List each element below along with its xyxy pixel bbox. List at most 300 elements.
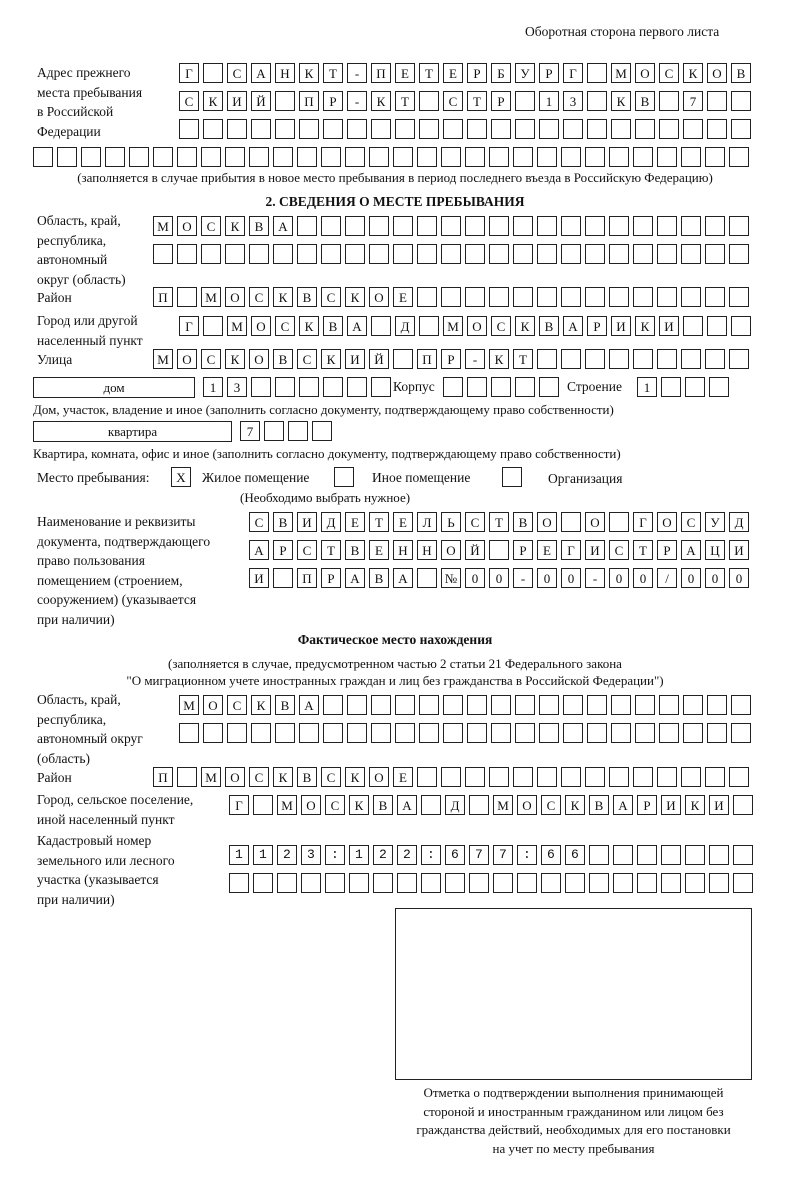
char-box[interactable]: [681, 244, 701, 264]
char-box[interactable]: [637, 845, 657, 865]
char-box[interactable]: 0: [609, 568, 629, 588]
char-box[interactable]: [659, 91, 679, 111]
char-box[interactable]: -: [465, 349, 485, 369]
char-box[interactable]: [441, 147, 461, 167]
char-box[interactable]: -: [347, 63, 367, 83]
char-box[interactable]: [635, 695, 655, 715]
char-box[interactable]: [733, 845, 753, 865]
char-box[interactable]: Р: [513, 540, 533, 560]
char-box[interactable]: А: [681, 540, 701, 560]
char-box[interactable]: В: [323, 316, 343, 336]
char-box[interactable]: У: [705, 512, 725, 532]
char-box[interactable]: С: [609, 540, 629, 560]
char-box[interactable]: Т: [323, 63, 343, 83]
char-box[interactable]: В: [589, 795, 609, 815]
char-box[interactable]: [609, 244, 629, 264]
char-box[interactable]: 0: [681, 568, 701, 588]
char-box[interactable]: [657, 244, 677, 264]
char-box[interactable]: К: [225, 349, 245, 369]
char-box[interactable]: [421, 873, 441, 893]
char-box[interactable]: [321, 244, 341, 264]
previous-address-row-1[interactable]: [179, 63, 755, 83]
char-box[interactable]: М: [611, 63, 631, 83]
char-box[interactable]: [345, 216, 365, 236]
char-box[interactable]: 0: [561, 568, 581, 588]
char-box[interactable]: [587, 119, 607, 139]
char-box[interactable]: [585, 287, 605, 307]
char-box[interactable]: О: [177, 216, 197, 236]
char-box[interactable]: [288, 421, 308, 441]
char-box[interactable]: [371, 723, 391, 743]
char-box[interactable]: [513, 244, 533, 264]
city-row[interactable]: [179, 316, 755, 336]
char-box[interactable]: [201, 147, 221, 167]
char-box[interactable]: С: [659, 63, 679, 83]
char-box[interactable]: [709, 873, 729, 893]
char-box[interactable]: [443, 119, 463, 139]
char-box[interactable]: [587, 63, 607, 83]
char-box[interactable]: Е: [393, 767, 413, 787]
char-box[interactable]: М: [153, 349, 173, 369]
char-box[interactable]: И: [611, 316, 631, 336]
char-box[interactable]: [345, 147, 365, 167]
char-box[interactable]: [441, 767, 461, 787]
char-box[interactable]: А: [345, 568, 365, 588]
char-box[interactable]: П: [417, 349, 437, 369]
char-box[interactable]: К: [273, 767, 293, 787]
house-type-field[interactable]: дом: [33, 377, 195, 398]
char-box[interactable]: [225, 244, 245, 264]
char-box[interactable]: К: [371, 91, 391, 111]
char-box[interactable]: П: [297, 568, 317, 588]
char-box[interactable]: С: [681, 512, 701, 532]
char-box[interactable]: Н: [275, 63, 295, 83]
char-box[interactable]: [299, 119, 319, 139]
char-box[interactable]: [685, 845, 705, 865]
char-box[interactable]: П: [153, 287, 173, 307]
char-box[interactable]: [229, 873, 249, 893]
previous-address-row-3[interactable]: [179, 119, 755, 139]
char-box[interactable]: [203, 316, 223, 336]
char-box[interactable]: [369, 216, 389, 236]
char-box[interactable]: В: [345, 540, 365, 560]
char-box[interactable]: [585, 216, 605, 236]
char-box[interactable]: [537, 767, 557, 787]
char-box[interactable]: [441, 244, 461, 264]
char-box[interactable]: [419, 723, 439, 743]
char-box[interactable]: А: [273, 216, 293, 236]
char-box[interactable]: [515, 377, 535, 397]
char-box[interactable]: [729, 767, 749, 787]
char-box[interactable]: [609, 147, 629, 167]
char-box[interactable]: Р: [467, 63, 487, 83]
char-box[interactable]: К: [225, 216, 245, 236]
char-box[interactable]: [705, 216, 725, 236]
char-box[interactable]: [705, 767, 725, 787]
building-row[interactable]: [637, 377, 733, 397]
char-box[interactable]: С: [201, 216, 221, 236]
char-box[interactable]: 0: [705, 568, 725, 588]
char-box[interactable]: [539, 377, 559, 397]
char-box[interactable]: [421, 795, 441, 815]
char-box[interactable]: [177, 767, 197, 787]
char-box[interactable]: [369, 147, 389, 167]
char-box[interactable]: Р: [491, 91, 511, 111]
char-box[interactable]: И: [297, 512, 317, 532]
char-box[interactable]: [707, 723, 727, 743]
char-box[interactable]: С: [491, 316, 511, 336]
char-box[interactable]: Т: [633, 540, 653, 560]
char-box[interactable]: [661, 377, 681, 397]
char-box[interactable]: [633, 767, 653, 787]
char-box[interactable]: [513, 287, 533, 307]
char-box[interactable]: [633, 244, 653, 264]
char-box[interactable]: О: [467, 316, 487, 336]
char-box[interactable]: [177, 244, 197, 264]
char-box[interactable]: О: [177, 349, 197, 369]
char-box[interactable]: [537, 287, 557, 307]
char-box[interactable]: С: [227, 695, 247, 715]
char-box[interactable]: [273, 147, 293, 167]
char-box[interactable]: [373, 873, 393, 893]
char-box[interactable]: А: [249, 540, 269, 560]
char-box[interactable]: [563, 723, 583, 743]
char-box[interactable]: [299, 377, 319, 397]
char-box[interactable]: [707, 119, 727, 139]
char-box[interactable]: [469, 795, 489, 815]
char-box[interactable]: Й: [369, 349, 389, 369]
char-box[interactable]: И: [227, 91, 247, 111]
char-box[interactable]: У: [515, 63, 535, 83]
char-box[interactable]: [371, 119, 391, 139]
char-box[interactable]: О: [249, 349, 269, 369]
char-box[interactable]: [657, 349, 677, 369]
char-box[interactable]: [443, 377, 463, 397]
char-box[interactable]: В: [373, 795, 393, 815]
char-box[interactable]: С: [321, 767, 341, 787]
char-box[interactable]: А: [347, 316, 367, 336]
char-box[interactable]: Д: [321, 512, 341, 532]
char-box[interactable]: [657, 147, 677, 167]
char-box[interactable]: 0: [465, 568, 485, 588]
house-number-row[interactable]: [203, 377, 395, 397]
char-box[interactable]: [325, 873, 345, 893]
char-box[interactable]: [277, 873, 297, 893]
document-row-1[interactable]: [249, 512, 753, 532]
char-box[interactable]: [57, 147, 77, 167]
char-box[interactable]: 7: [240, 421, 260, 441]
char-box[interactable]: М: [493, 795, 513, 815]
actual-region-row-1[interactable]: [179, 695, 755, 715]
actual-region-row-2[interactable]: [179, 723, 755, 743]
char-box[interactable]: [563, 119, 583, 139]
char-box[interactable]: [709, 377, 729, 397]
char-box[interactable]: [587, 723, 607, 743]
char-box[interactable]: Н: [417, 540, 437, 560]
char-box[interactable]: [705, 147, 725, 167]
char-box[interactable]: К: [349, 795, 369, 815]
char-box[interactable]: [253, 873, 273, 893]
char-box[interactable]: [153, 147, 173, 167]
char-box[interactable]: [419, 695, 439, 715]
char-box[interactable]: [469, 873, 489, 893]
char-box[interactable]: [637, 873, 657, 893]
char-box[interactable]: [515, 91, 535, 111]
char-box[interactable]: К: [345, 767, 365, 787]
char-box[interactable]: Й: [465, 540, 485, 560]
char-box[interactable]: Е: [369, 540, 389, 560]
char-box[interactable]: [417, 767, 437, 787]
char-box[interactable]: Р: [441, 349, 461, 369]
char-box[interactable]: [371, 377, 391, 397]
char-box[interactable]: [275, 377, 295, 397]
char-box[interactable]: [613, 845, 633, 865]
char-box[interactable]: [347, 695, 367, 715]
char-box[interactable]: [683, 119, 703, 139]
char-box[interactable]: [681, 147, 701, 167]
char-box[interactable]: Т: [467, 91, 487, 111]
char-box[interactable]: О: [441, 540, 461, 560]
char-box[interactable]: [417, 568, 437, 588]
char-box[interactable]: [297, 216, 317, 236]
char-box[interactable]: Т: [369, 512, 389, 532]
char-box[interactable]: [397, 873, 417, 893]
char-box[interactable]: [489, 216, 509, 236]
char-box[interactable]: [417, 244, 437, 264]
char-box[interactable]: [561, 349, 581, 369]
cadastral-row-2[interactable]: [229, 873, 757, 893]
char-box[interactable]: Т: [321, 540, 341, 560]
char-box[interactable]: [537, 147, 557, 167]
char-box[interactable]: И: [585, 540, 605, 560]
char-box[interactable]: [347, 723, 367, 743]
char-box[interactable]: [563, 695, 583, 715]
char-box[interactable]: О: [517, 795, 537, 815]
char-box[interactable]: [541, 873, 561, 893]
char-box[interactable]: [709, 845, 729, 865]
char-box[interactable]: [297, 244, 317, 264]
char-box[interactable]: С: [201, 349, 221, 369]
char-box[interactable]: [731, 695, 751, 715]
char-box[interactable]: [585, 244, 605, 264]
char-box[interactable]: [561, 512, 581, 532]
char-box[interactable]: [273, 244, 293, 264]
char-box[interactable]: [513, 147, 533, 167]
char-box[interactable]: [633, 147, 653, 167]
char-box[interactable]: [275, 723, 295, 743]
char-box[interactable]: [731, 723, 751, 743]
char-box[interactable]: К: [203, 91, 223, 111]
char-box[interactable]: [561, 244, 581, 264]
char-box[interactable]: [609, 216, 629, 236]
char-box[interactable]: [683, 723, 703, 743]
char-box[interactable]: [227, 723, 247, 743]
char-box[interactable]: И: [345, 349, 365, 369]
char-box[interactable]: Т: [419, 63, 439, 83]
char-box[interactable]: [707, 91, 727, 111]
char-box[interactable]: [587, 91, 607, 111]
char-box[interactable]: [203, 723, 223, 743]
char-box[interactable]: [705, 349, 725, 369]
char-box[interactable]: Г: [229, 795, 249, 815]
char-box[interactable]: О: [585, 512, 605, 532]
char-box[interactable]: -: [585, 568, 605, 588]
char-box[interactable]: [393, 349, 413, 369]
char-box[interactable]: [489, 767, 509, 787]
char-box[interactable]: В: [513, 512, 533, 532]
char-box[interactable]: Т: [513, 349, 533, 369]
street-row[interactable]: [153, 349, 753, 369]
char-box[interactable]: Д: [395, 316, 415, 336]
document-row-2[interactable]: [249, 540, 753, 560]
char-box[interactable]: [561, 216, 581, 236]
char-box[interactable]: 3: [227, 377, 247, 397]
char-box[interactable]: [251, 119, 271, 139]
char-box[interactable]: [561, 767, 581, 787]
char-box[interactable]: К: [273, 287, 293, 307]
char-box[interactable]: [609, 287, 629, 307]
char-box[interactable]: [609, 349, 629, 369]
char-box[interactable]: [657, 216, 677, 236]
char-box[interactable]: [371, 695, 391, 715]
char-box[interactable]: [537, 216, 557, 236]
char-box[interactable]: [705, 244, 725, 264]
char-box[interactable]: [395, 119, 415, 139]
char-box[interactable]: [443, 723, 463, 743]
char-box[interactable]: [585, 349, 605, 369]
char-box[interactable]: [633, 216, 653, 236]
document-row-3[interactable]: [249, 568, 753, 588]
char-box[interactable]: К: [321, 349, 341, 369]
char-box[interactable]: [489, 147, 509, 167]
char-box[interactable]: 1: [203, 377, 223, 397]
char-box[interactable]: [323, 723, 343, 743]
char-box[interactable]: [561, 287, 581, 307]
char-box[interactable]: [707, 316, 727, 336]
char-box[interactable]: [251, 377, 271, 397]
char-box[interactable]: В: [539, 316, 559, 336]
char-box[interactable]: Б: [491, 63, 511, 83]
char-box[interactable]: [419, 316, 439, 336]
char-box[interactable]: К: [489, 349, 509, 369]
char-box[interactable]: В: [297, 767, 317, 787]
char-box[interactable]: [633, 287, 653, 307]
char-box[interactable]: [659, 723, 679, 743]
char-box[interactable]: [465, 287, 485, 307]
char-box[interactable]: -: [513, 568, 533, 588]
char-box[interactable]: [681, 349, 701, 369]
char-box[interactable]: П: [371, 63, 391, 83]
char-box[interactable]: [419, 119, 439, 139]
char-box[interactable]: [611, 723, 631, 743]
char-box[interactable]: [467, 723, 487, 743]
char-box[interactable]: А: [299, 695, 319, 715]
char-box[interactable]: [731, 316, 751, 336]
char-box[interactable]: К: [683, 63, 703, 83]
char-box[interactable]: [369, 244, 389, 264]
char-box[interactable]: Д: [729, 512, 749, 532]
char-box[interactable]: К: [299, 316, 319, 336]
char-box[interactable]: [681, 767, 701, 787]
char-box[interactable]: №: [441, 568, 461, 588]
char-box[interactable]: 7: [683, 91, 703, 111]
char-box[interactable]: [683, 695, 703, 715]
char-box[interactable]: А: [613, 795, 633, 815]
char-box[interactable]: [275, 119, 295, 139]
char-box[interactable]: Е: [345, 512, 365, 532]
char-box[interactable]: С: [325, 795, 345, 815]
char-box[interactable]: [33, 147, 53, 167]
char-box[interactable]: С: [541, 795, 561, 815]
char-box[interactable]: [489, 244, 509, 264]
char-box[interactable]: Р: [657, 540, 677, 560]
char-box[interactable]: [177, 287, 197, 307]
char-box[interactable]: М: [153, 216, 173, 236]
char-box[interactable]: [417, 287, 437, 307]
char-box[interactable]: [611, 695, 631, 715]
char-box[interactable]: В: [249, 216, 269, 236]
district-row[interactable]: [153, 287, 753, 307]
char-box[interactable]: [467, 377, 487, 397]
char-box[interactable]: [349, 873, 369, 893]
char-box[interactable]: [393, 244, 413, 264]
char-box[interactable]: И: [249, 568, 269, 588]
char-box[interactable]: О: [301, 795, 321, 815]
char-box[interactable]: 1: [539, 91, 559, 111]
char-box[interactable]: Р: [637, 795, 657, 815]
char-box[interactable]: [513, 216, 533, 236]
char-box[interactable]: [729, 287, 749, 307]
char-box[interactable]: Г: [563, 63, 583, 83]
char-box[interactable]: [179, 723, 199, 743]
char-box[interactable]: К: [299, 63, 319, 83]
char-box[interactable]: [371, 316, 391, 336]
char-box[interactable]: [395, 723, 415, 743]
char-box[interactable]: [445, 873, 465, 893]
char-box[interactable]: С: [179, 91, 199, 111]
char-box[interactable]: [443, 695, 463, 715]
char-box[interactable]: К: [345, 287, 365, 307]
char-box[interactable]: О: [225, 767, 245, 787]
char-box[interactable]: [297, 147, 317, 167]
char-box[interactable]: Л: [417, 512, 437, 532]
char-box[interactable]: [681, 287, 701, 307]
char-box[interactable]: В: [275, 695, 295, 715]
char-box[interactable]: О: [369, 287, 389, 307]
char-box[interactable]: О: [537, 512, 557, 532]
char-box[interactable]: И: [659, 316, 679, 336]
char-box[interactable]: [657, 287, 677, 307]
char-box[interactable]: /: [657, 568, 677, 588]
char-box[interactable]: К: [611, 91, 631, 111]
char-box[interactable]: Р: [273, 540, 293, 560]
char-box[interactable]: К: [565, 795, 585, 815]
char-box[interactable]: С: [275, 316, 295, 336]
char-box[interactable]: [323, 377, 343, 397]
char-box[interactable]: А: [393, 568, 413, 588]
char-box[interactable]: О: [635, 63, 655, 83]
char-box[interactable]: [467, 119, 487, 139]
char-box[interactable]: [179, 119, 199, 139]
char-box[interactable]: Ь: [441, 512, 461, 532]
char-box[interactable]: В: [297, 287, 317, 307]
char-box[interactable]: [299, 723, 319, 743]
char-box[interactable]: [561, 147, 581, 167]
char-box[interactable]: Р: [323, 91, 343, 111]
char-box[interactable]: О: [251, 316, 271, 336]
previous-address-row-2[interactable]: [179, 91, 755, 111]
char-box[interactable]: [585, 147, 605, 167]
